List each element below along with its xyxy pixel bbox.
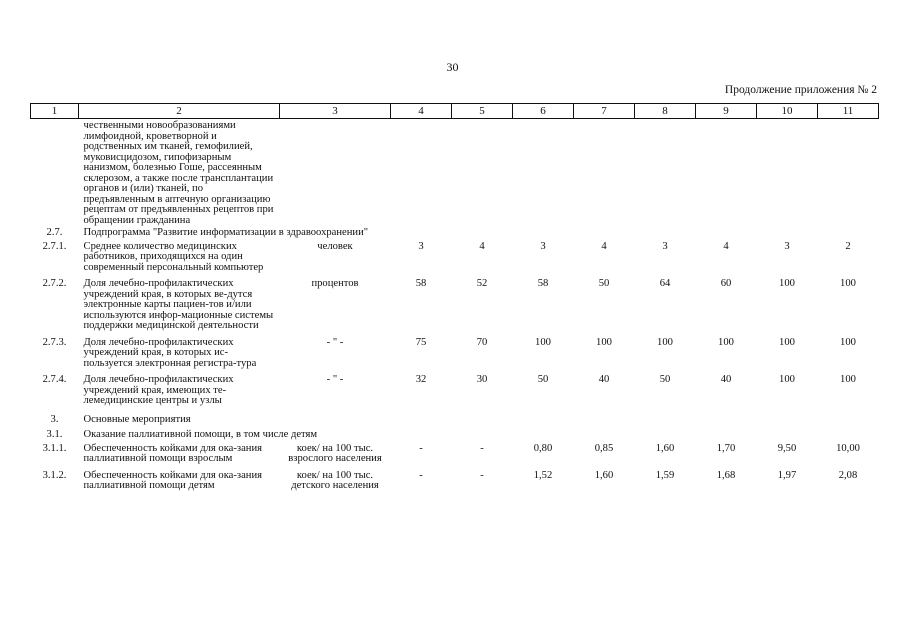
table-row: [31, 375, 879, 407]
row-name: Подпрограмма "Развитие информатизации в здравоохранении": [83, 227, 369, 238]
value-cell: 64: [659, 278, 671, 289]
header-cell: 3: [280, 104, 391, 119]
value-cell: 100: [779, 278, 795, 289]
section-row: [31, 226, 879, 242]
value-cell: 0,85: [594, 442, 614, 454]
row-code: 2.7.2.: [42, 278, 67, 289]
value-cell: 32: [415, 374, 427, 385]
row-code: 2.7.1.: [42, 240, 67, 252]
table-row: [31, 471, 879, 492]
table-row: [31, 279, 879, 332]
row-code: 2.7.4.: [42, 374, 67, 385]
row-unit: коек/ на 100 тыс. взрослого населения: [288, 442, 382, 464]
value-cell: 100: [657, 336, 673, 348]
table-row: [31, 242, 879, 274]
value-cell: 100: [840, 336, 856, 348]
row-code: 3.1.2.: [42, 469, 67, 481]
table-row: [31, 338, 879, 370]
row-code: 2.7.3.: [42, 336, 67, 348]
value-cell: 1,68: [716, 469, 736, 481]
row-name: Доля лечебно-профилактических учреждений края, в которых ис-пользуется электронная регистра-тура: [83, 336, 257, 369]
row-name: Доля лечебно-профилактических учреждений края, имеющих те-лемедицинские центры и узлы: [83, 374, 234, 406]
row-unit: человек: [317, 240, 353, 252]
row-unit: коек/ на 100 тыс. детского населения: [291, 469, 379, 491]
value-cell: 100: [840, 278, 856, 289]
value-cell: 1,60: [594, 469, 614, 481]
table-row: [31, 444, 879, 465]
value-cell: 4: [479, 240, 485, 252]
value-cell: 3: [418, 240, 424, 252]
header-cell: 11: [818, 104, 879, 119]
value-cell: 3: [784, 240, 790, 252]
value-cell: 1,70: [716, 442, 736, 454]
value-cell: 58: [415, 278, 427, 289]
value-cell: -: [480, 442, 484, 454]
section-row: [31, 428, 879, 444]
row-name: Обеспеченность койками для ока-зания паллиативной помощи детям: [83, 469, 263, 491]
value-cell: 100: [840, 374, 856, 385]
value-cell: -: [480, 469, 484, 481]
value-cell: 100: [535, 336, 551, 348]
section-row: [31, 413, 879, 429]
row-unit: процентов: [311, 278, 359, 289]
row-unit: - " -: [326, 336, 344, 348]
continued-text: чественными новообразованиями лимфоидной, кроветворной и родственных им тканей, гемофилией, муковисцидозом, гипофизарным нанизмом, болезнью Гоше, рассеянным склерозом, а также после трансплантации органов и (или) тканей, по предъявленным в аптечную организацию рецептам от предъявленных рецептов при обращении гражданина: [83, 120, 274, 226]
row-name: Основные мероприятия: [83, 413, 191, 425]
header-row: [31, 104, 879, 119]
value-cell: 100: [596, 336, 612, 348]
continuation-label: Продолжение приложения № 2: [724, 84, 877, 96]
row-code: 2.7.: [46, 227, 63, 238]
header-cell: 6: [513, 104, 574, 119]
value-cell: 50: [537, 374, 549, 385]
header-cell: 10: [757, 104, 818, 119]
value-cell: 3: [662, 240, 668, 252]
header-cell: 4: [391, 104, 452, 119]
value-cell: 50: [659, 374, 671, 385]
indicators-table: [30, 103, 879, 492]
value-cell: 30: [476, 374, 488, 385]
header-cell: 8: [635, 104, 696, 119]
value-cell: 70: [476, 336, 488, 348]
row-code: [31, 119, 79, 227]
header-cell: 9: [696, 104, 757, 119]
value-cell: 52: [476, 278, 488, 289]
row-name: Среднее количество медицинских работников, приходящихся на один современный персональный компьютер: [83, 240, 264, 273]
row-unit: - " -: [326, 374, 344, 385]
header-cell: 1: [31, 104, 79, 119]
value-cell: 0,80: [533, 442, 553, 454]
value-cell: 10,00: [836, 442, 860, 454]
value-cell: 100: [779, 336, 795, 348]
header-cell: 5: [452, 104, 513, 119]
row-name: Обеспеченность койками для ока-зания паллиативной помощи взрослым: [83, 442, 263, 464]
value-cell: 3: [540, 240, 546, 252]
value-cell: 50: [598, 278, 610, 289]
row-code: 3.1.: [46, 429, 63, 440]
value-cell: 1,60: [655, 442, 675, 454]
header-cell: 2: [79, 104, 280, 119]
value-cell: 4: [723, 240, 729, 252]
value-cell: 1,52: [533, 469, 553, 481]
value-cell: 2: [845, 240, 851, 252]
value-cell: 75: [415, 336, 427, 348]
row-name: Доля лечебно-профилактических учреждений края, в которых ве-дутся электронные карты пациен-тов и/или используются инфор-мационные системы поддержки медицинской деятельности: [83, 278, 274, 331]
value-cell: 60: [720, 278, 732, 289]
header-cell: 7: [574, 104, 635, 119]
value-cell: 4: [601, 240, 607, 252]
value-cell: 40: [720, 374, 732, 385]
value-cell: 1,59: [655, 469, 675, 481]
page-number: 30: [446, 60, 459, 74]
value-cell: 58: [537, 278, 549, 289]
value-cell: 40: [598, 374, 610, 385]
value-cell: 9,50: [777, 442, 797, 454]
continued-row: [31, 119, 879, 227]
value-cell: 100: [779, 374, 795, 385]
value-cell: -: [419, 442, 423, 454]
value-cell: 1,97: [777, 469, 797, 481]
value-cell: 100: [718, 336, 734, 348]
row-code: 3.1.1.: [42, 442, 67, 454]
row-code: 3.: [50, 413, 59, 425]
row-name: Оказание паллиативной помощи, в том числе детям: [83, 429, 318, 440]
value-cell: -: [419, 469, 423, 481]
value-cell: 2,08: [838, 469, 858, 481]
